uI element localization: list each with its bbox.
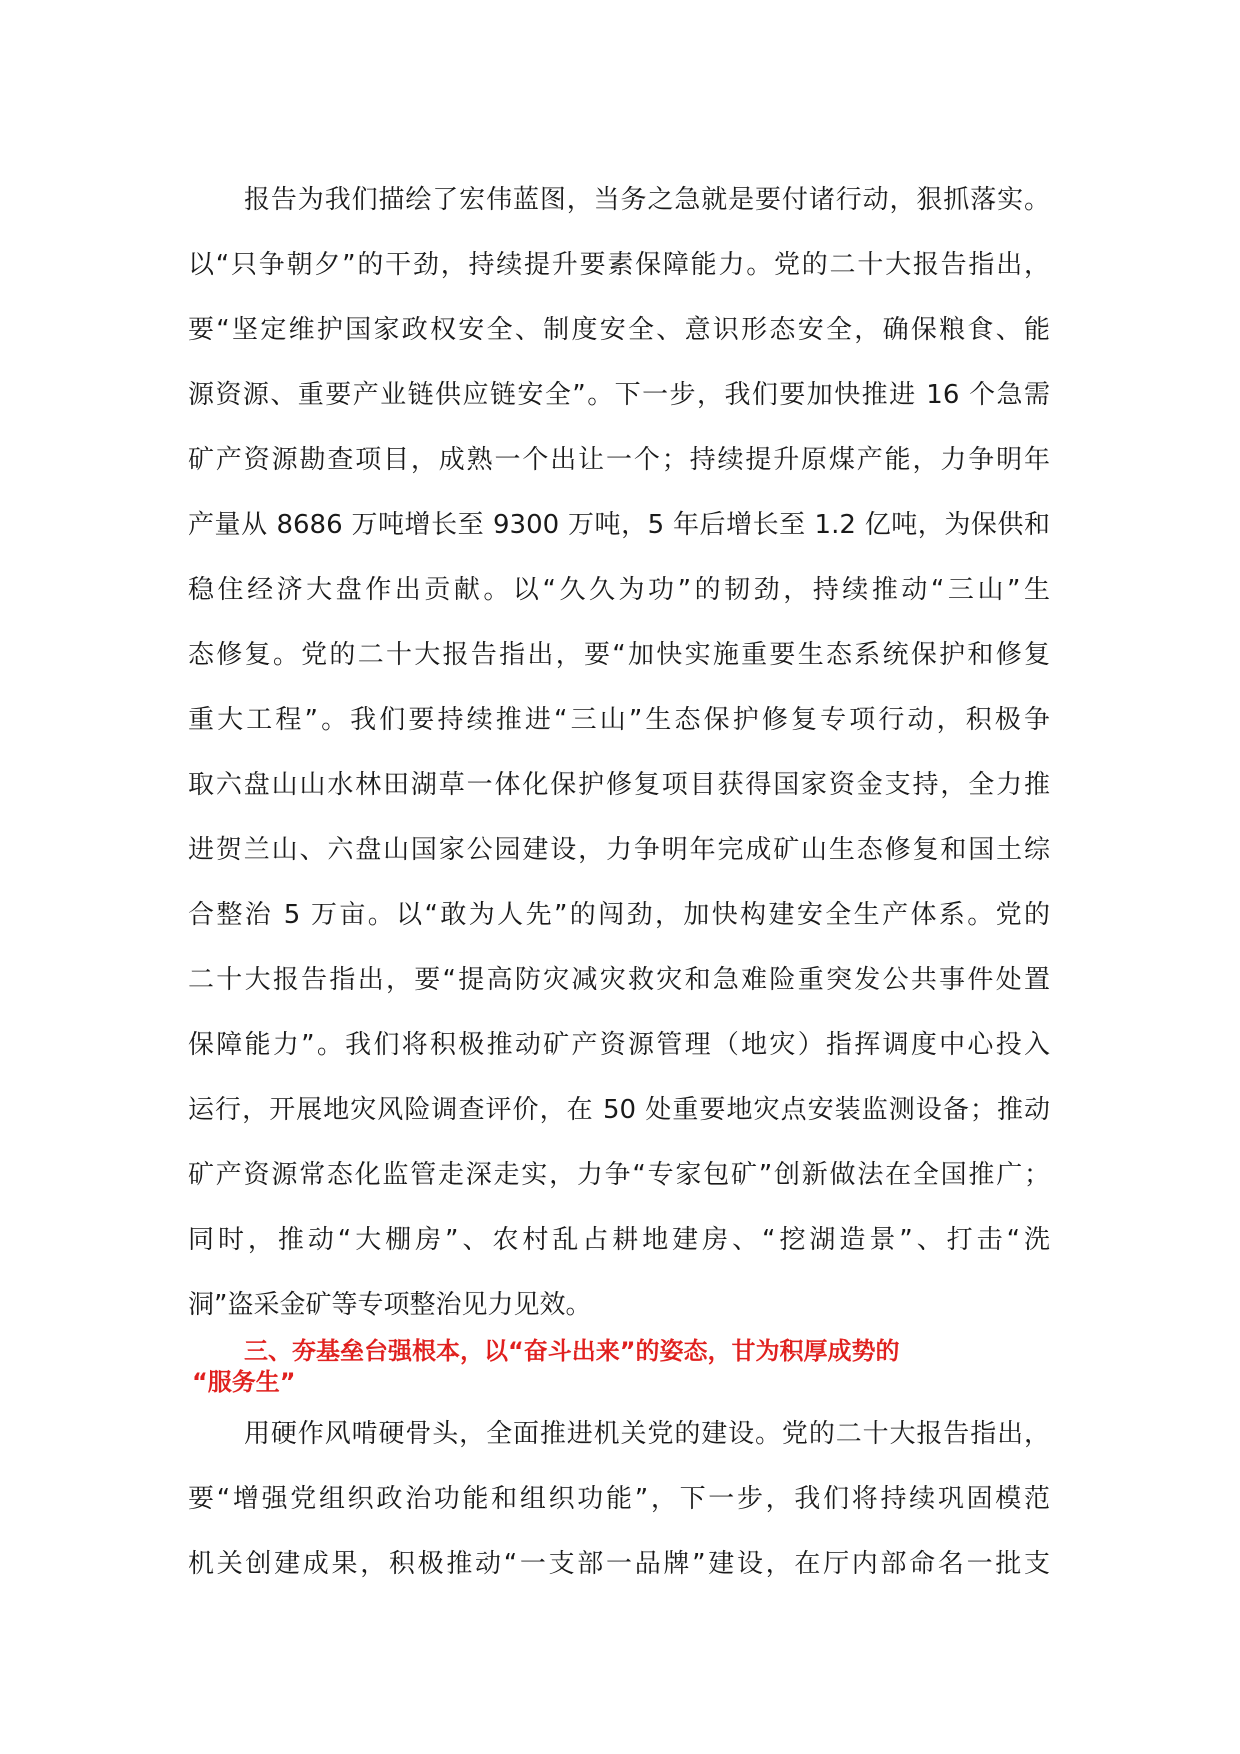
paragraph-line: 要“坚定维护国家政权安全、制度安全、意识形态安全，确保粮食、能 — [188, 315, 1050, 345]
section-heading-line: 三、夯基垒台强根本，以“奋斗出来”的姿态，甘为积厚成势的 — [244, 1337, 900, 1365]
paragraph-line: 报告为我们描绘了宏伟蓝图，当务之急就是要付诸行动，狠抓落实。 — [244, 185, 1050, 215]
paragraph-line: 稳住经济大盘作出贡献。以“久久为功”的韧劲，持续推动“三山”生 — [188, 575, 1050, 605]
paragraph-line: 源资源、重要产业链供应链安全”。下一步，我们要加快推进 16 个急需 — [188, 380, 1050, 410]
paragraph-2 — [188, 1402, 1050, 1597]
paragraph-line: 机关创建成果，积极推动“一支部一品牌”建设，在厅内部命名一批支 — [188, 1549, 1050, 1579]
paragraph-line: 合整治 5 万亩。以“敢为人先”的闯劲，加快构建安全生产体系。党的 — [188, 900, 1050, 930]
document-body — [188, 168, 1050, 1597]
paragraph-1 — [188, 168, 1050, 1338]
section-heading — [188, 1336, 1050, 1398]
paragraph-line: 运行，开展地灾风险调查评价，在 50 处重要地灾点安装监测设备；推动 — [188, 1095, 1050, 1125]
paragraph-line: 矿产资源常态化监管走深走实，力争“专家包矿”创新做法在全国推广； — [188, 1160, 1050, 1190]
paragraph-line: 重大工程”。我们要持续推进“三山”生态保护修复专项行动，积极争 — [188, 705, 1050, 735]
paragraph-line: 保障能力”。我们将积极推动矿产资源管理（地灾）指挥调度中心投入 — [188, 1030, 1050, 1060]
paragraph-line: 用硬作风啃硬骨头，全面推进机关党的建设。党的二十大报告指出， — [244, 1419, 1050, 1449]
paragraph-line: 二十大报告指出，要“提高防灾减灾救灾和急难险重突发公共事件处置 — [188, 965, 1050, 995]
paragraph-line: 洞”盗采金矿等专项整治见力见效。 — [188, 1290, 592, 1320]
paragraph-line: 态修复。党的二十大报告指出，要“加快实施重要生态系统保护和修复 — [188, 640, 1050, 670]
paragraph-line: 矿产资源勘查项目，成熟一个出让一个；持续提升原煤产能，力争明年 — [188, 445, 1050, 475]
section-heading-line: “服务生” — [192, 1368, 296, 1396]
paragraph-line: 要“增强党组织政治功能和组织功能”，下一步，我们将持续巩固模范 — [188, 1484, 1050, 1514]
paragraph-line: 以“只争朝夕”的干劲，持续提升要素保障能力。党的二十大报告指出， — [188, 250, 1050, 280]
paragraph-line: 产量从 8686 万吨增长至 9300 万吨，5 年后增长至 1.2 亿吨，为保供和 — [188, 510, 1050, 540]
paragraph-line: 进贺兰山、六盘山国家公园建设，力争明年完成矿山生态修复和国土综 — [188, 835, 1050, 865]
paragraph-line: 取六盘山山水林田湖草一体化保护修复项目获得国家资金支持，全力推 — [188, 770, 1050, 800]
paragraph-line: 同时，推动“大棚房”、农村乱占耕地建房、“挖湖造景”、打击“洗 — [188, 1225, 1050, 1255]
